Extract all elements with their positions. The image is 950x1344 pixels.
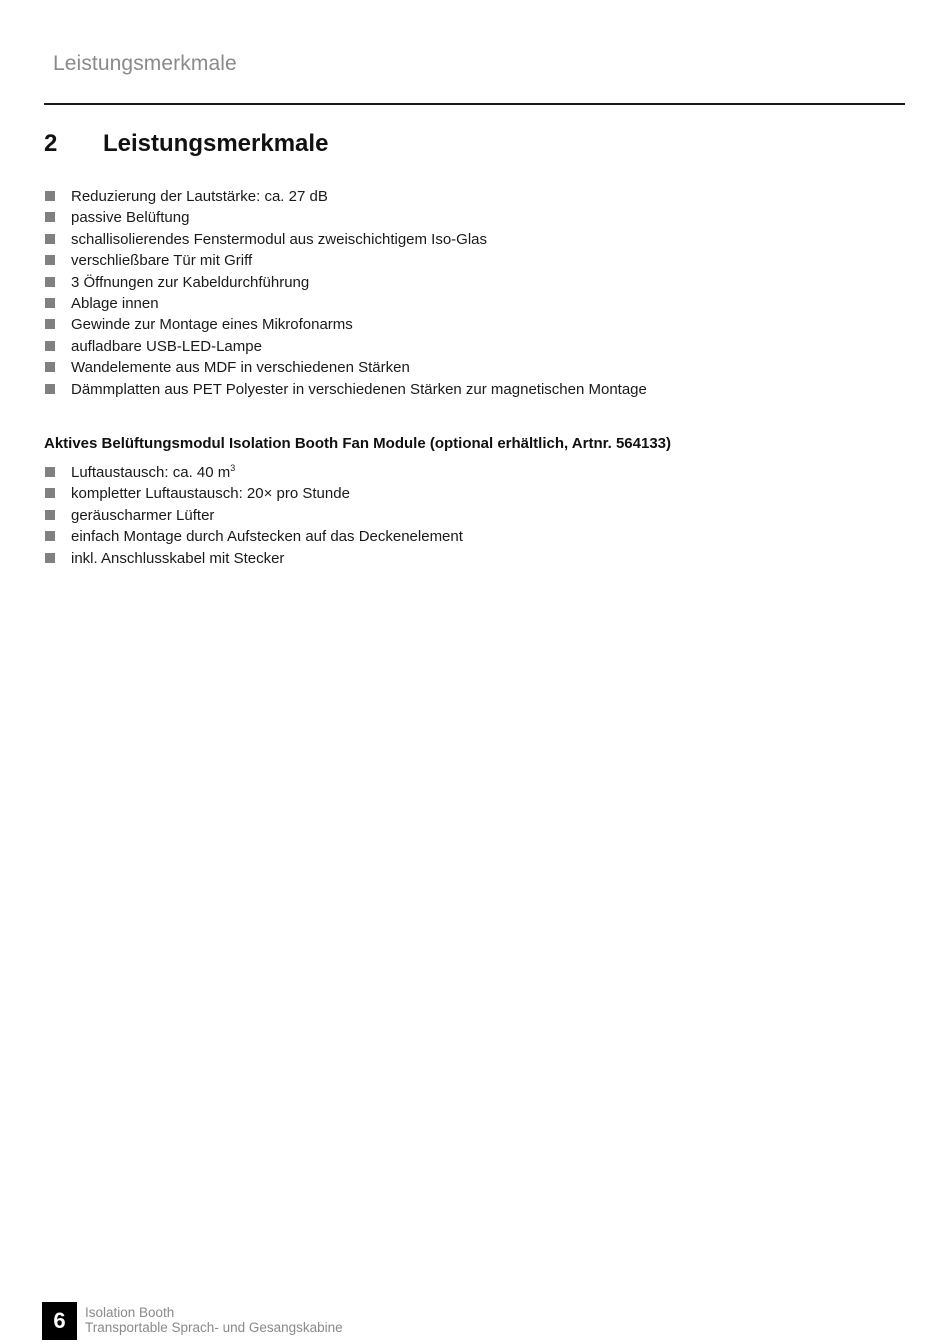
footer-product-subtitle: Transportable Sprach- und Gesangskabine (85, 1320, 343, 1335)
list-item: kompletter Luftaustausch: 20× pro Stunde (44, 483, 904, 504)
square-bullet-icon (45, 319, 55, 329)
chapter-heading (44, 130, 328, 158)
list-item: inkl. Anschlusskabel mit Stecker (44, 548, 904, 569)
chapter-title: Leistungsmerkmale (103, 130, 329, 157)
unit-exponent: 3 (230, 463, 236, 473)
square-bullet-icon (45, 191, 55, 201)
list-item: 3 Öffnungen zur Kabeldurchführung (44, 272, 904, 293)
footer-product-info (85, 1305, 343, 1335)
fan-module-heading: Aktives Belüftungsmodul Isolation Booth Fan Module (optional erhältlich, Artnr. 564133) (44, 435, 672, 452)
list-item: passive Belüftung (44, 207, 904, 228)
square-bullet-icon (45, 212, 55, 222)
fan-module-feature-list (44, 462, 904, 569)
header-divider (44, 103, 905, 105)
list-item: Luftaustausch: ca. 40 $m^3$ (44, 462, 904, 483)
list-item: aufladbare USB-LED-Lampe (44, 336, 904, 357)
list-item: geräuscharmer Lüfter (44, 505, 904, 526)
chapter-number: 2 (44, 130, 58, 157)
list-item: verschließbare Tür mit Griff (44, 250, 904, 271)
square-bullet-icon (45, 531, 55, 541)
square-bullet-icon (45, 362, 55, 372)
list-item: Wandelemente aus MDF in verschiedenen Stärken (44, 357, 904, 378)
square-bullet-icon (45, 467, 55, 477)
footer-product-name: Isolation Booth (85, 1305, 175, 1320)
square-bullet-icon (45, 277, 55, 287)
list-item: Gewinde zur Montage eines Mikrofonarms (44, 314, 904, 335)
square-bullet-icon (45, 255, 55, 265)
page-number-badge: 6 (42, 1302, 77, 1340)
square-bullet-icon (45, 234, 55, 244)
list-item: schallisolierendes Fenstermodul aus zweischichtigem Iso-Glas (44, 229, 904, 250)
square-bullet-icon (45, 510, 55, 520)
list-item: Ablage innen (44, 293, 904, 314)
square-bullet-icon (45, 488, 55, 498)
list-item: Dämmplatten aus PET Polyester in verschiedenen Stärken zur magnetischen Montage (44, 379, 904, 400)
square-bullet-icon (45, 384, 55, 394)
list-item: einfach Montage durch Aufstecken auf das Deckenelement (44, 526, 904, 547)
running-header-title: Leistungsmerkmale (53, 52, 237, 75)
square-bullet-icon (45, 341, 55, 351)
feature-list (44, 186, 904, 400)
list-item: Reduzierung der Lautstärke: ca. 27 dB (44, 186, 904, 207)
square-bullet-icon (45, 553, 55, 563)
square-bullet-icon (45, 298, 55, 308)
